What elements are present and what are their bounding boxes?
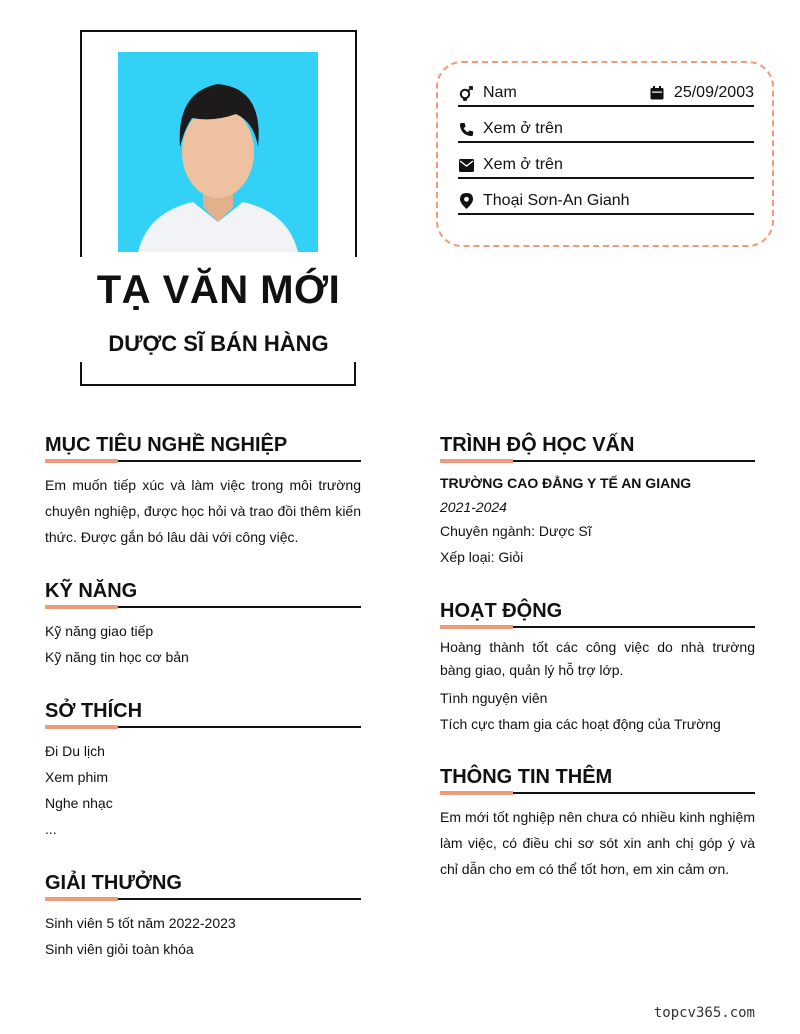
section-divider bbox=[45, 606, 361, 608]
calendar-icon bbox=[649, 85, 665, 101]
contact-row-gender bbox=[458, 81, 754, 107]
hobbies-list bbox=[45, 738, 361, 842]
activities-list bbox=[440, 636, 755, 737]
study-period: 2021-2024 bbox=[440, 499, 507, 515]
watermark: topcv365.com bbox=[653, 1005, 755, 1021]
list-item: Hoàng thành tốt các công việc do nhà trường bàng giao, quản lý hỗ trợ lớp. bbox=[440, 639, 755, 678]
list-item: Sinh viên giỏi toàn khóa bbox=[45, 941, 194, 957]
section-title: THÔNG TIN THÊM bbox=[440, 766, 613, 788]
section-title: KỸ NĂNG bbox=[45, 580, 138, 602]
section-education bbox=[440, 432, 755, 570]
phone-value: Xem ở trên bbox=[483, 120, 563, 137]
education-body bbox=[440, 470, 755, 570]
section-title: TRÌNH ĐỘ HỌC VẤN bbox=[440, 434, 635, 456]
phone-icon bbox=[458, 121, 474, 137]
list-item: Sinh viên 5 tốt năm 2022-2023 bbox=[45, 915, 236, 931]
list-item: Tích cực tham gia các hoạt động của Trường bbox=[440, 716, 721, 732]
contact-row-address bbox=[458, 189, 754, 215]
email-value: Xem ở trên bbox=[483, 156, 563, 173]
school-name: TRƯỜNG CAO ĐẲNG Y TẾ AN GIANG bbox=[440, 475, 692, 491]
candidate-name: TẠ VĂN MỚI bbox=[96, 268, 341, 312]
section-objective bbox=[45, 432, 361, 550]
section-activities bbox=[440, 598, 755, 737]
email-icon bbox=[458, 157, 474, 173]
awards-list bbox=[45, 910, 361, 962]
extra-info-text: Em mới tốt nghiệp nên chưa có nhiều kinh nghiệm làm việc, có điều chi sơ sót xin anh chị góp ý và chỉ dẫn cho em có thể tốt hơn, em xin cảm ơn. bbox=[440, 809, 755, 877]
gender-icon bbox=[458, 85, 474, 101]
major: Chuyên ngành: Dược Sĩ bbox=[440, 523, 592, 539]
list-item: Đi Du lịch bbox=[45, 743, 105, 759]
header-frame-bottom bbox=[80, 362, 356, 386]
job-title: DƯỢC SĨ BÁN HÀNG bbox=[108, 331, 329, 356]
section-divider bbox=[45, 460, 361, 462]
list-item: ... bbox=[45, 821, 57, 837]
section-divider bbox=[440, 626, 755, 628]
contact-row-email bbox=[458, 153, 754, 179]
section-hobbies bbox=[45, 698, 361, 842]
section-divider bbox=[45, 726, 361, 728]
list-item: Kỹ năng tin học cơ bản bbox=[45, 649, 189, 665]
dob-value: 25/09/2003 bbox=[673, 84, 754, 101]
profile-photo bbox=[118, 52, 318, 252]
location-icon bbox=[458, 193, 474, 209]
gender-value: Nam bbox=[483, 84, 517, 101]
section-title: HOẠT ĐỘNG bbox=[440, 600, 563, 622]
dob-group bbox=[649, 84, 754, 102]
address-value: Thoại Sơn-An Gianh bbox=[483, 192, 630, 209]
section-title: SỞ THÍCH bbox=[45, 700, 143, 722]
section-divider bbox=[440, 460, 755, 462]
section-extra-info bbox=[440, 764, 755, 882]
list-item: Nghe nhạc bbox=[45, 795, 113, 811]
contact-row-phone bbox=[458, 117, 754, 143]
list-item: Xem phim bbox=[45, 769, 109, 785]
list-item: Kỹ năng giao tiếp bbox=[45, 623, 154, 639]
grade: Xếp loại: Giỏi bbox=[440, 549, 524, 565]
skills-list bbox=[45, 618, 361, 670]
section-title: MỤC TIÊU NGHỀ NGHIỆP bbox=[45, 434, 288, 456]
section-divider bbox=[440, 792, 755, 794]
section-skills bbox=[45, 578, 361, 670]
section-title: GIẢI THƯỞNG bbox=[45, 872, 182, 894]
section-divider bbox=[45, 898, 361, 900]
list-item: Tình nguyện viên bbox=[440, 690, 548, 706]
objective-text: Em muốn tiếp xúc và làm việc trong môi trường chuyên nghiệp, được học hỏi và trao đồi thêm kiến thức. Được gắn bó lâu dài với công việc. bbox=[45, 477, 361, 545]
section-awards bbox=[45, 870, 361, 962]
contact-box bbox=[436, 61, 774, 247]
